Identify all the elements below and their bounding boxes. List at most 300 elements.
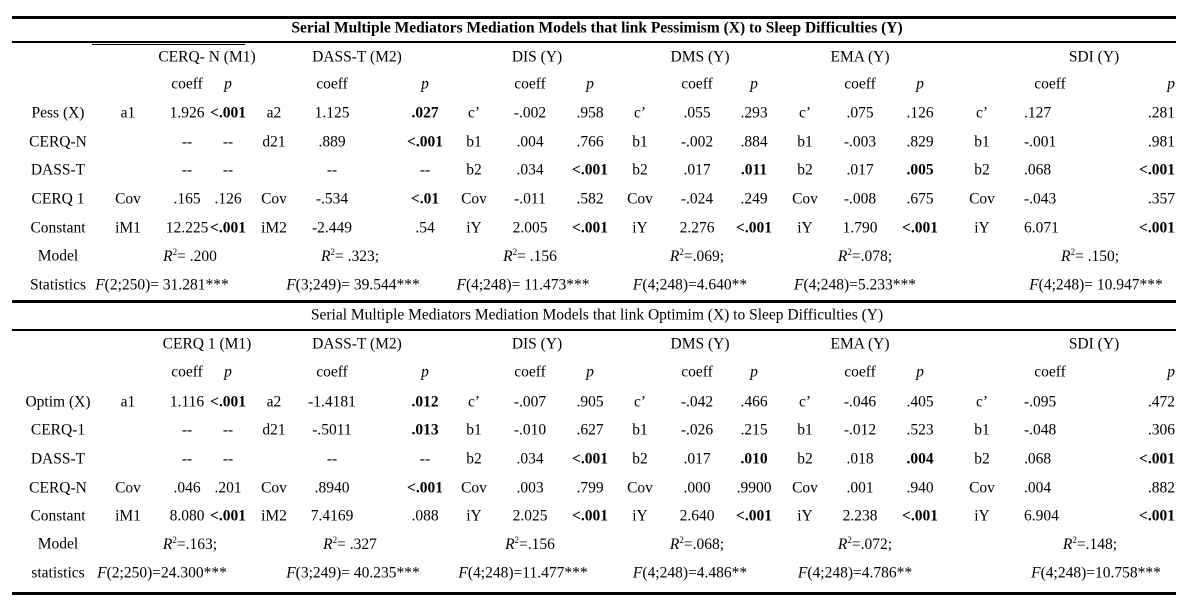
- r-exponent: 2: [514, 534, 520, 545]
- f-statistic: [1029, 277, 1163, 293]
- f-statistic-value: (3;249)= 40.235***: [295, 564, 420, 582]
- r-squared: [1061, 248, 1119, 265]
- coeff-header: coeff: [681, 75, 713, 93]
- r-exponent: 2: [330, 246, 335, 257]
- path-code: c’: [467, 104, 481, 122]
- path-code: Cov: [969, 479, 995, 497]
- coeff-value: .000: [683, 479, 711, 497]
- coeff-value: --: [181, 133, 193, 151]
- r-exponent: 2: [1072, 534, 1077, 545]
- path-code: iM1: [115, 507, 141, 525]
- f-symbol: F: [632, 276, 643, 294]
- f-statistic: [798, 565, 912, 581]
- r-exponent: 2: [172, 534, 177, 545]
- r-symbol: R: [162, 535, 173, 553]
- coeff-value: -1.4181: [308, 393, 356, 411]
- p-value: <.001: [1139, 450, 1175, 468]
- coeff-value: -.010: [513, 421, 547, 439]
- p-value: .405: [906, 393, 934, 411]
- coeff-value: .127: [1024, 104, 1052, 122]
- coeff-value: 8.080: [169, 507, 205, 525]
- coeff-value: .165: [173, 190, 201, 208]
- p-value: <.001: [902, 219, 938, 237]
- coeff-value: 2.276: [679, 219, 715, 237]
- p-value: .905: [576, 393, 604, 411]
- p-value: .126: [214, 190, 242, 208]
- coeff-value: 2.640: [679, 507, 715, 525]
- path-code: iY: [466, 219, 482, 237]
- p-value: .884: [740, 133, 768, 151]
- path-code: c’: [975, 104, 989, 122]
- p-value: .582: [576, 190, 604, 208]
- p-value: <.001: [1139, 219, 1175, 237]
- r-squared: [323, 536, 377, 553]
- path-code: Cov: [627, 479, 653, 497]
- coeff-value: .055: [683, 104, 711, 122]
- p-value: <.001: [210, 393, 246, 411]
- p-header: p: [421, 75, 429, 93]
- coeff-value: -.024: [680, 190, 714, 208]
- r-exponent: 2: [679, 246, 684, 257]
- r-symbol: R: [163, 247, 173, 265]
- p-value: <.001: [1139, 161, 1175, 179]
- path-code: b1: [797, 133, 813, 151]
- r-exponent: 2: [1070, 246, 1075, 257]
- path-code: b2: [974, 161, 990, 179]
- path-code: b2: [466, 161, 482, 179]
- p-value: .523: [906, 421, 934, 439]
- f-symbol: F: [286, 564, 296, 582]
- p-value: <.01: [410, 190, 440, 208]
- f-statistic: [286, 565, 420, 581]
- p-value: <.001: [572, 161, 608, 179]
- p-header: p: [586, 363, 594, 381]
- p-value: .472: [1147, 393, 1175, 411]
- coeff-value: .034: [516, 161, 544, 179]
- p-value: .54: [415, 219, 435, 237]
- r-squared-value: = .323;: [334, 247, 380, 265]
- path-code: b1: [632, 133, 648, 151]
- path-code: Cov: [261, 190, 287, 208]
- p-value: <.001: [210, 219, 246, 237]
- statistics-label: statistics: [31, 564, 85, 582]
- coeff-value: --: [181, 450, 193, 468]
- path-code: b1: [974, 133, 990, 151]
- f-statistic-value: (4;248)=4.486**: [642, 564, 748, 582]
- r-squared-value: = .156: [517, 247, 557, 265]
- path-code: iM2: [261, 507, 287, 525]
- r-symbol: R: [1062, 535, 1073, 553]
- bottom-rule: [12, 592, 1176, 595]
- path-code: Cov: [969, 190, 995, 208]
- coeff-value: -2.449: [311, 219, 353, 237]
- p-value: --: [222, 133, 234, 151]
- coeff-value: .068: [1024, 450, 1052, 468]
- f-statistic: [95, 277, 229, 293]
- coeff-value: .046: [173, 479, 201, 497]
- r-squared-value: = .327: [337, 535, 377, 553]
- r-squared-value: =.072;: [851, 535, 893, 553]
- f-symbol: F: [1029, 276, 1039, 294]
- path-code: d21: [262, 133, 286, 151]
- path-code: c’: [798, 393, 812, 411]
- coeff-value: .068: [1024, 161, 1052, 179]
- p-header: p: [916, 363, 924, 381]
- p-value: .012: [411, 393, 439, 411]
- panel-title: Serial Multiple Mediators Mediation Models that link Optimim (X) to Sleep Difficulties (Y): [310, 306, 884, 324]
- f-statistic-value: (4;248)= 11.473***: [465, 276, 590, 294]
- r-squared: [670, 536, 724, 553]
- group-header: EMA (Y): [830, 48, 890, 66]
- coeff-value: -.042: [680, 393, 714, 411]
- r-squared-value: = .150;: [1074, 247, 1120, 265]
- row-label: CERQ-1: [30, 421, 86, 439]
- coeff-value: -.534: [315, 190, 349, 208]
- p-value: <.001: [407, 133, 443, 151]
- path-code: Cov: [792, 479, 818, 497]
- path-code: iY: [974, 507, 990, 525]
- p-header: p: [224, 75, 232, 93]
- path-code: b1: [632, 421, 648, 439]
- p-value: --: [222, 450, 234, 468]
- row-label: Optim (X): [25, 393, 91, 411]
- coeff-header: coeff: [844, 363, 876, 381]
- group-header: DMS (Y): [670, 48, 730, 66]
- p-value: .958: [576, 104, 604, 122]
- p-value: .013: [411, 421, 439, 439]
- path-code: Cov: [115, 479, 141, 497]
- p-header: p: [1167, 75, 1175, 93]
- p-header: p: [224, 363, 232, 381]
- p-header: p: [1167, 363, 1175, 381]
- coeff-header: coeff: [681, 363, 713, 381]
- r-exponent: 2: [332, 534, 338, 545]
- coeff-value: 6.904: [1024, 507, 1059, 525]
- r-symbol: R: [323, 535, 333, 553]
- p-value: .829: [906, 133, 934, 151]
- title-rule: [12, 329, 1176, 331]
- r-symbol: R: [669, 535, 680, 553]
- path-code: b1: [974, 421, 990, 439]
- p-value: .357: [1147, 190, 1175, 208]
- f-symbol: F: [797, 564, 808, 582]
- r-squared-value: =.068;: [683, 535, 725, 553]
- r-symbol: R: [669, 247, 680, 265]
- group-underline: [244, 44, 245, 45]
- r-symbol: R: [1060, 247, 1071, 265]
- r-squared: [321, 248, 379, 265]
- coeff-value: 2.005: [512, 219, 548, 237]
- coeff-value: -.043: [1024, 190, 1057, 208]
- path-code: iM2: [261, 219, 287, 237]
- path-code: b2: [632, 161, 648, 179]
- path-code: Cov: [461, 479, 487, 497]
- f-statistic-value: (4;248)=4.786**: [807, 564, 913, 582]
- path-code: iM1: [115, 219, 141, 237]
- p-value: .126: [906, 104, 934, 122]
- bottom-rule: [12, 300, 1176, 303]
- p-value: <.001: [407, 479, 443, 497]
- f-statistic-value: (2;250)= 31.281***: [104, 276, 229, 294]
- path-code: d21: [262, 421, 286, 439]
- coeff-value: .004: [1024, 479, 1052, 497]
- p-value: <.001: [736, 507, 772, 525]
- r-squared-value: =.163;: [176, 535, 218, 553]
- p-header: p: [586, 75, 594, 93]
- p-value: <.001: [902, 507, 938, 525]
- model-label: Model: [37, 247, 79, 265]
- p-value: .766: [576, 133, 604, 151]
- p-value: .005: [906, 161, 934, 179]
- path-code: a1: [120, 104, 136, 122]
- coeff-header: coeff: [1034, 363, 1066, 381]
- p-value: .027: [411, 104, 439, 122]
- coeff-value: -.001: [1024, 133, 1057, 151]
- coeff-value: -.026: [680, 421, 714, 439]
- group-header: DASS-T (M2): [312, 48, 402, 66]
- coeff-value: -.046: [843, 393, 877, 411]
- path-code: b2: [797, 450, 813, 468]
- path-code: b1: [466, 133, 482, 151]
- path-code: a1: [120, 393, 136, 411]
- coeff-value: --: [326, 450, 338, 468]
- group-header: SDI (Y): [1068, 48, 1120, 66]
- p-value: .940: [906, 479, 934, 497]
- coeff-value: .004: [516, 133, 544, 151]
- f-statistic: [456, 277, 589, 293]
- path-code: b1: [797, 421, 813, 439]
- panel-title: Serial Multiple Mediators Mediation Models that link Pessimism (X) to Sleep Difficulties (Y): [291, 19, 903, 37]
- r-squared: [505, 536, 555, 553]
- coeff-value: .017: [683, 161, 711, 179]
- r-squared: [838, 248, 892, 265]
- p-value: <.001: [736, 219, 772, 237]
- f-statistic-value: (2;250)=24.300***: [106, 564, 227, 582]
- p-value: .675: [906, 190, 934, 208]
- f-statistic-value: (4;248)=11.477***: [467, 564, 588, 582]
- r-squared: [838, 536, 892, 553]
- coeff-value: -.007: [513, 393, 547, 411]
- r-symbol: R: [837, 535, 848, 553]
- r-symbol: R: [503, 247, 513, 265]
- coeff-value: .889: [318, 133, 346, 151]
- p-value: --: [222, 161, 234, 179]
- r-symbol: R: [320, 247, 331, 265]
- group-header: SDI (Y): [1068, 335, 1120, 353]
- r-squared-value: =.156: [519, 535, 555, 553]
- r-squared-value: =.148;: [1076, 535, 1118, 553]
- p-value: .281: [1147, 104, 1175, 122]
- coeff-value: 1.125: [314, 104, 350, 122]
- row-label: Pess (X): [31, 104, 85, 122]
- path-code: iY: [797, 507, 813, 525]
- group-header: DASS-T (M2): [312, 335, 402, 353]
- path-code: Cov: [115, 190, 141, 208]
- group-header: EMA (Y): [830, 335, 890, 353]
- coeff-value: .075: [846, 104, 874, 122]
- coeff-value: .034: [516, 450, 544, 468]
- coeff-value: -.002: [680, 133, 714, 151]
- r-exponent: 2: [847, 534, 852, 545]
- coeff-value: -.095: [1024, 393, 1057, 411]
- coeff-value: -.048: [1024, 421, 1057, 439]
- coeff-value: 12.225: [165, 219, 209, 237]
- path-code: Cov: [792, 190, 818, 208]
- p-value: .466: [740, 393, 768, 411]
- coeff-value: -.5011: [312, 421, 352, 439]
- p-value: --: [222, 421, 234, 439]
- f-statistic: [1031, 565, 1161, 581]
- r-exponent: 2: [679, 534, 684, 545]
- row-label: CERQ 1: [31, 190, 85, 208]
- row-label: Constant: [30, 507, 86, 525]
- coeff-header: coeff: [316, 363, 348, 381]
- coeff-header: coeff: [171, 363, 203, 381]
- f-statistic-value: (4;248)=5.233***: [803, 276, 916, 294]
- coeff-value: .003: [516, 479, 544, 497]
- path-code: b2: [466, 450, 482, 468]
- f-symbol: F: [794, 276, 804, 294]
- r-squared: [163, 248, 217, 265]
- f-statistic-value: (4;248)=10.758***: [1040, 564, 1161, 582]
- p-value: .306: [1147, 421, 1175, 439]
- p-value: .981: [1147, 133, 1175, 151]
- path-code: Cov: [461, 190, 487, 208]
- path-code: Cov: [627, 190, 653, 208]
- p-value: <.001: [572, 219, 608, 237]
- p-value: .201: [214, 479, 242, 497]
- f-symbol: F: [95, 276, 105, 294]
- f-statistic-value: (4;248)=4.640**: [642, 276, 748, 294]
- r-symbol: R: [837, 247, 848, 265]
- coeff-value: --: [181, 421, 193, 439]
- path-code: Cov: [261, 479, 287, 497]
- coeff-value: 2.025: [512, 507, 548, 525]
- coeff-value: -.003: [843, 133, 877, 151]
- row-label: CERQ-N: [29, 479, 87, 497]
- p-value: .249: [740, 190, 768, 208]
- f-symbol: F: [456, 276, 466, 294]
- group-header: DMS (Y): [670, 335, 730, 353]
- p-header: p: [421, 363, 429, 381]
- title-rule: [12, 41, 1176, 43]
- path-code: iY: [974, 219, 990, 237]
- coeff-value: .017: [846, 161, 874, 179]
- p-value: --: [419, 450, 431, 468]
- group-header: CERQ- N (M1): [158, 48, 256, 66]
- p-value: .9900: [736, 479, 772, 497]
- path-code: iY: [797, 219, 813, 237]
- coeff-value: 1.790: [842, 219, 878, 237]
- path-code: b1: [466, 421, 482, 439]
- coeff-value: .8940: [314, 479, 350, 497]
- f-symbol: F: [632, 564, 643, 582]
- coeff-header: coeff: [514, 363, 546, 381]
- coeff-header: coeff: [316, 75, 348, 93]
- f-statistic: [633, 277, 747, 293]
- p-value: <.001: [210, 104, 246, 122]
- statistics-label: Statistics: [30, 276, 86, 294]
- coeff-value: .018: [846, 450, 874, 468]
- group-header: CERQ 1 (M1): [162, 335, 252, 353]
- f-statistic: [633, 565, 747, 581]
- f-symbol: F: [97, 564, 107, 582]
- path-code: iY: [632, 507, 648, 525]
- coeff-value: --: [181, 161, 193, 179]
- path-code: c’: [798, 104, 812, 122]
- path-code: b2: [632, 450, 648, 468]
- p-header: p: [750, 75, 758, 93]
- path-code: c’: [633, 104, 647, 122]
- group-underline: [92, 44, 244, 45]
- p-value: .010: [740, 450, 768, 468]
- path-code: a2: [266, 104, 282, 122]
- r-exponent: 2: [172, 246, 178, 257]
- path-code: c’: [467, 393, 481, 411]
- group-header: DIS (Y): [511, 335, 563, 353]
- p-value: .799: [576, 479, 604, 497]
- coeff-value: 1.116: [169, 393, 205, 411]
- f-statistic: [286, 277, 420, 293]
- path-code: b2: [797, 161, 813, 179]
- p-value: .882: [1147, 479, 1175, 497]
- r-exponent: 2: [512, 246, 518, 257]
- f-symbol: F: [458, 564, 468, 582]
- coeff-value: 6.071: [1024, 219, 1059, 237]
- p-value: .004: [906, 450, 934, 468]
- path-code: iY: [466, 507, 482, 525]
- p-value: .088: [411, 507, 439, 525]
- coeff-value: -.011: [514, 190, 546, 208]
- r-squared: [503, 248, 557, 265]
- path-code: c’: [633, 393, 647, 411]
- group-header: DIS (Y): [511, 48, 563, 66]
- path-code: c’: [975, 393, 989, 411]
- r-squared-value: =.078;: [851, 247, 893, 265]
- r-exponent: 2: [847, 246, 852, 257]
- p-value: --: [419, 161, 431, 179]
- p-value: .215: [740, 421, 768, 439]
- coeff-value: .001: [846, 479, 874, 497]
- coeff-header: coeff: [1034, 75, 1066, 93]
- coeff-value: -.008: [843, 190, 877, 208]
- coeff-value: 2.238: [842, 507, 878, 525]
- row-label: DASS-T: [30, 161, 86, 179]
- f-statistic-value: (3;249)= 39.544***: [295, 276, 420, 294]
- coeff-value: 1.926: [169, 104, 205, 122]
- f-symbol: F: [1031, 564, 1041, 582]
- f-statistic: [458, 565, 587, 581]
- p-value: .627: [576, 421, 604, 439]
- f-statistic-value: (4;248)= 10.947***: [1038, 276, 1163, 294]
- p-value: <.001: [572, 507, 608, 525]
- f-statistic: [97, 565, 227, 581]
- p-value: .011: [740, 161, 768, 179]
- r-squared-value: =.069;: [683, 247, 725, 265]
- r-squared: [1063, 536, 1117, 553]
- path-code: b2: [974, 450, 990, 468]
- coeff-value: -.012: [843, 421, 877, 439]
- p-header: p: [916, 75, 924, 93]
- f-symbol: F: [286, 276, 296, 294]
- model-label: Model: [37, 535, 79, 553]
- coeff-header: coeff: [844, 75, 876, 93]
- r-squared: [163, 536, 217, 553]
- coeff-value: .017: [683, 450, 711, 468]
- row-label: CERQ-N: [29, 133, 87, 151]
- path-code: iY: [632, 219, 648, 237]
- row-label: Constant: [30, 219, 86, 237]
